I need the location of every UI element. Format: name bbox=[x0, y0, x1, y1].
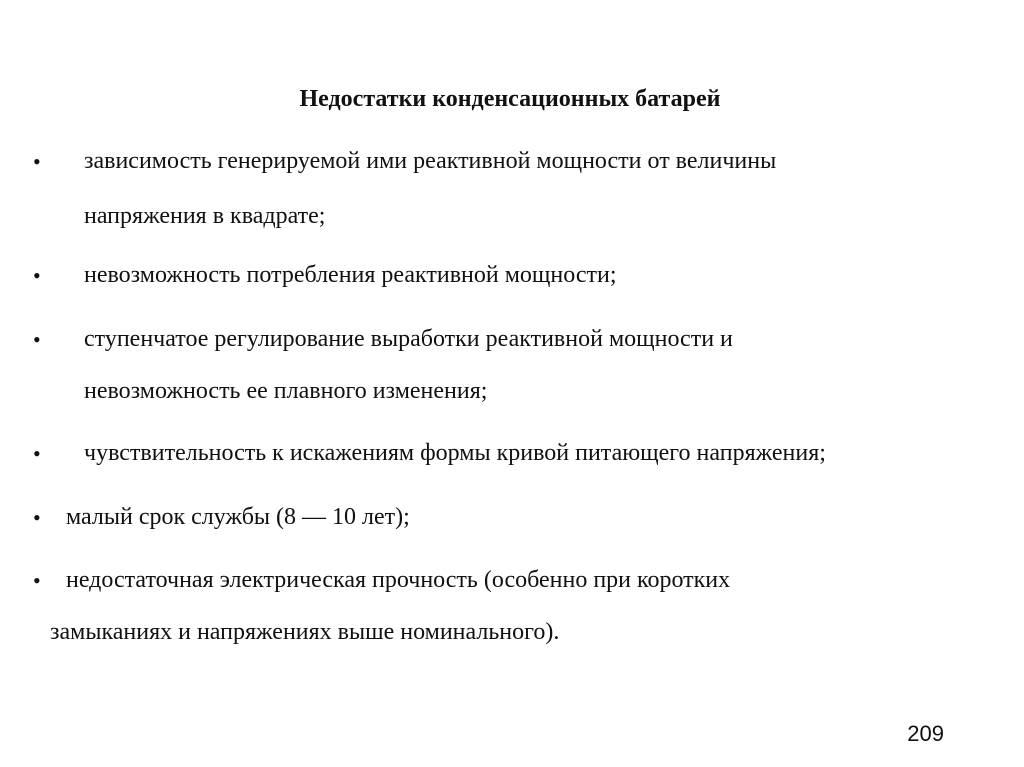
item-2-line-1: невозможность потребления реактивной мощности; bbox=[84, 262, 617, 288]
bullet-marker: • bbox=[33, 263, 41, 288]
bullet-marker: • bbox=[33, 327, 41, 352]
page-number: 209 bbox=[907, 721, 944, 746]
item-6-line-2: замыканиях и напряжениях выше номинального). bbox=[50, 619, 560, 645]
item-6-line-1: недостаточная электрическая прочность (особенно при коротких bbox=[66, 567, 731, 593]
item-3-line-1: ступенчатое регулирование выработки реактивной мощности и bbox=[84, 326, 733, 352]
bullet-marker: • bbox=[33, 441, 41, 466]
item-5-line-1: малый срок службы (8 — 10 лет); bbox=[66, 504, 410, 530]
bullet-marker: • bbox=[33, 149, 41, 174]
item-3-line-2: невозможность ее плавного изменения; bbox=[84, 378, 488, 404]
bullet-marker: • bbox=[33, 568, 41, 593]
item-4-line-1: чувствительность к искажениям формы кривой питающего напряжения; bbox=[84, 440, 826, 466]
item-1-line-1: зависимость генерируемой ими реактивной мощности от величины bbox=[84, 148, 777, 174]
slide-title: Недостатки конденсационных батарей bbox=[299, 86, 721, 112]
bullet-marker: • bbox=[33, 505, 41, 530]
item-1-line-2: напряжения в квадрате; bbox=[84, 203, 326, 229]
